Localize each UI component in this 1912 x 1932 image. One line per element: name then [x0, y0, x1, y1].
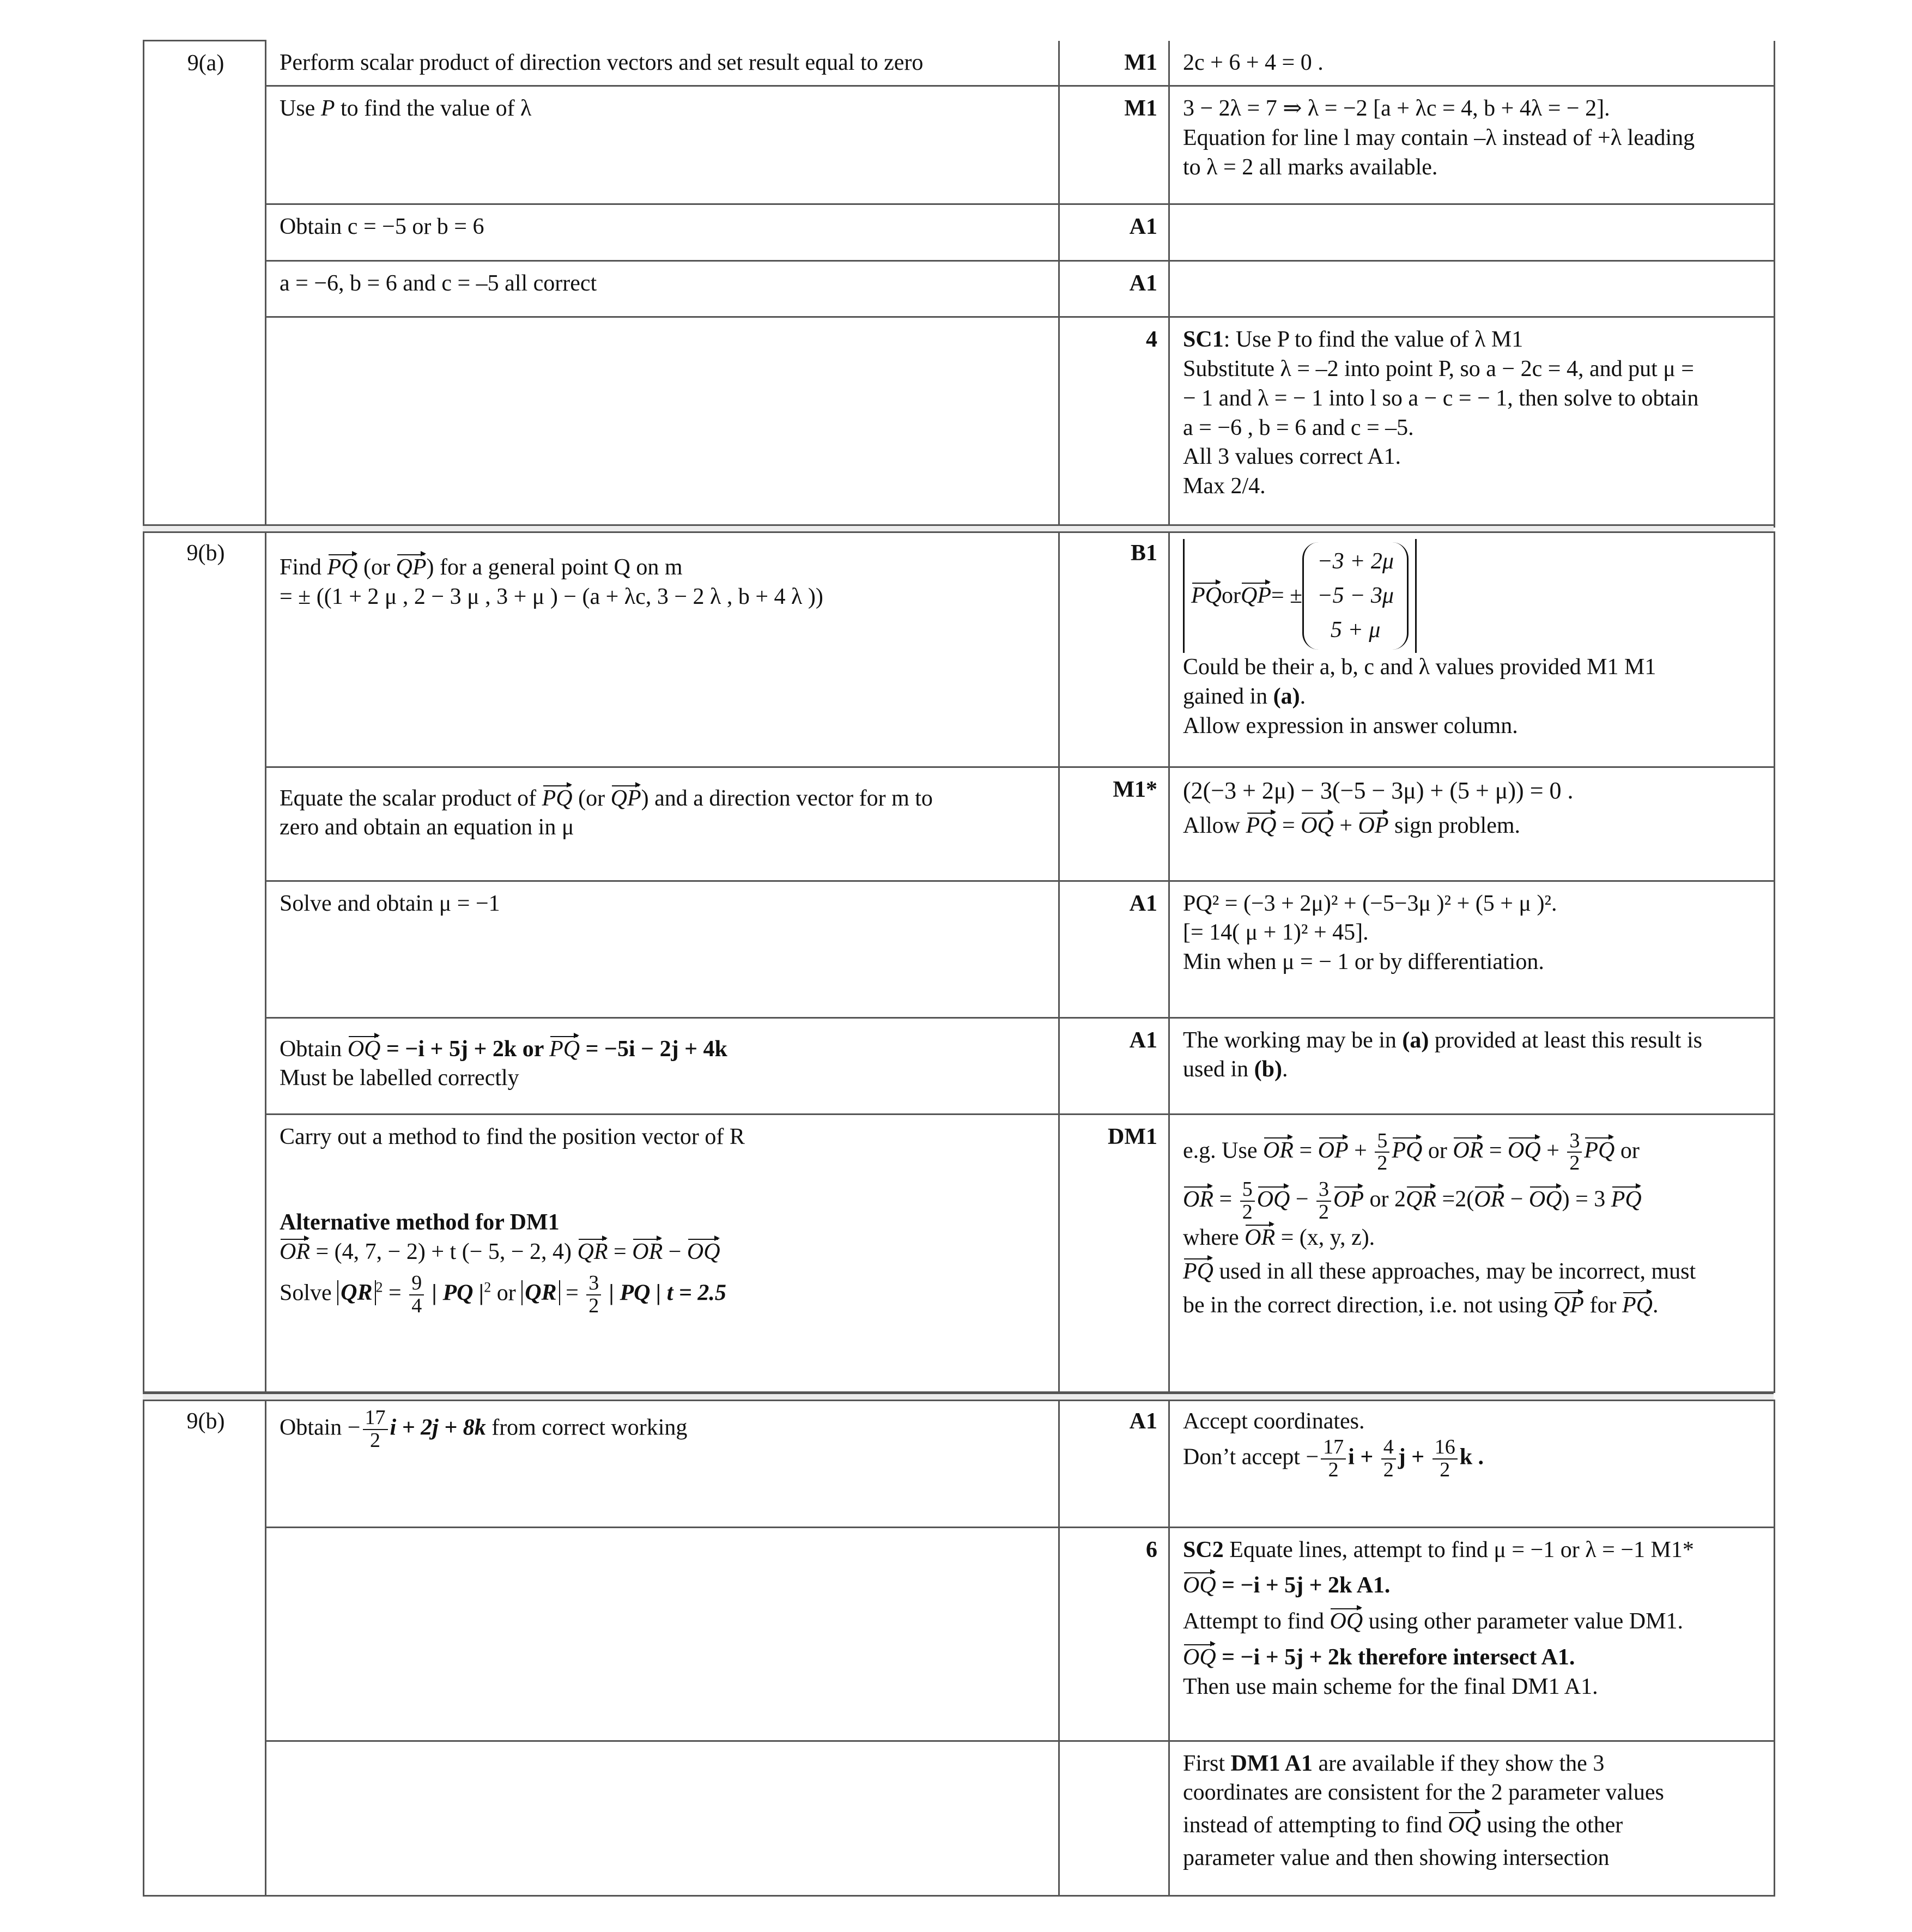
table-9a [143, 40, 1775, 528]
mark [1059, 1741, 1169, 1895]
guidance: (2(−3 + 2μ) − 3(−5 − 3μ) + (5 + μ)) = 0 . Allow PQ = OQ + OP sign problem. [1169, 767, 1775, 881]
guidance: PQ² = (−3 + 2μ)² + (−5−3μ )² + (5 + μ )². [= 14( μ + 1)² + 45]. Min when μ = − 1 or by differentiation. [1169, 881, 1775, 1018]
answer-text: Find PQ (or QP) for a general point Q on m = ± ((1 + 2 μ , 2 − 3 μ , 3 + μ ) − (a + λc, 3 − 2 λ , b + 4 λ )) [266, 531, 1059, 767]
guidance: First DM1 A1 are available if they show the 3 coordinates are consistent for the 2 parameter values instead of attempting to find OQ using the other parameter value and then showing intersection [1169, 1741, 1775, 1895]
column-vector: −3 + 2μ −5 − 3μ 5 + μ [1302, 542, 1409, 650]
answer-text: Obtain OQ = −i + 5j + 2k or PQ = −5i − 2j + 4k Must be labelled correctly [266, 1018, 1059, 1114]
guidance: 3 − 2λ = 7 ⇒ λ = −2 [a + λc = 4, b + 4λ = − 2]. Equation for line l may contain –λ instead of +λ leading to λ = 2 all marks available. [1169, 86, 1775, 204]
answer-text: Solve and obtain μ = −1 [266, 881, 1059, 1018]
mark: DM1 [1059, 1114, 1169, 1392]
mark: A1 [1059, 1400, 1169, 1527]
mark: M1 [1059, 41, 1169, 86]
question-number: 9(b) [144, 531, 266, 1392]
guidance: e.g. Use OR = OP + $\frac{5}{2}$ PQ or OR = OQ + $\frac{3}{2}$ PQ or OR = $\frac{5}{2}$ OQ − $\frac{3}{2}$ OP or 2QR =2(OR − OQ) = 3 PQ where OR = (x, y, z). PQ used in all these approaches, may be incorrect, must be in the correct direction, i.e. not using QP for PQ. [1169, 1114, 1775, 1392]
guidance: The working may be in (a) provided at least this result is used in (b). [1169, 1018, 1775, 1114]
table-9b-part1 [143, 531, 1775, 1393]
mark: A1 [1059, 261, 1169, 317]
answer-text [266, 1741, 1059, 1895]
guidance [1169, 261, 1775, 317]
mark: A1 [1059, 881, 1169, 1018]
table-9b-part2 [143, 1400, 1775, 1897]
mark: A1 [1059, 1018, 1169, 1114]
question-number: 9(a) [144, 41, 266, 527]
mark: A1 [1059, 204, 1169, 261]
column-vector-bracket: PQ or QP = ± −3 + 2μ −5 − 3μ 5 + μ [1183, 539, 1417, 653]
answer-text: Perform scalar product of direction vectors and set result equal to zero [266, 41, 1059, 86]
answer-text [266, 317, 1059, 527]
mark: M1 [1059, 86, 1169, 204]
answer-text [266, 1527, 1059, 1741]
answer-text: Obtain c = −5 or b = 6 [266, 204, 1059, 261]
question-number: 9(b) [144, 1400, 266, 1895]
answer-text: Carry out a method to find the position vector of R Alternative method for DM1 OR = (4, 7, − 2) + t (− 5, − 2, 4) QR = OR − OQ Solve QR $^2$ = $\frac{9}{4}$ | PQ $|^2$ or QR = $\frac{3}{2}$ | PQ | t = 2.5 [266, 1114, 1059, 1392]
guidance: 2c + 6 + 4 = 0 . [1169, 41, 1775, 86]
guidance: SC1: Use P to find the value of λ M1 Substitute λ = –2 into point P, so a − 2c = 4, and put μ = − 1 and λ = − 1 into l so a − c = − 1, then solve to obtain a = −6 , b = 6 and c = –5. All 3 values correct A1. Max 2/4. [1169, 317, 1775, 527]
guidance: PQ or QP = ± −3 + 2μ −5 − 3μ 5 + μ Could be their a, b, c and λ values provided M1 M1 gained in (a). Allow expression in answer column. [1169, 531, 1775, 767]
answer-text: Obtain − $\frac{17}{2}$ i + 2j + 8k from correct working [266, 1400, 1059, 1527]
mark: B1 [1059, 531, 1169, 767]
guidance: SC2 Equate lines, attempt to find μ = −1 or λ = −1 M1* OQ = −i + 5j + 2k A1. Attempt to find OQ using other parameter value DM1. OQ = −i + 5j + 2k therefore intersect A1. Then use main scheme for the final DM1 A1. [1169, 1527, 1775, 1741]
guidance: Accept coordinates. Don’t accept − $\frac{17}{2}$ i + $\frac{4}{2}$ j + $\frac{16}{2}$ k . [1169, 1400, 1775, 1527]
answer-text: a = −6, b = 6 and c = –5 all correct [266, 261, 1059, 317]
mark: 6 [1059, 1527, 1169, 1741]
mark: M1* [1059, 767, 1169, 881]
answer-text: Equate the scalar product of PQ (or QP) and a direction vector for m to zero and obtain an equation in μ [266, 767, 1059, 881]
guidance [1169, 204, 1775, 261]
mark: 4 [1059, 317, 1169, 527]
answer-text: Use P to find the value of λ [266, 86, 1059, 204]
